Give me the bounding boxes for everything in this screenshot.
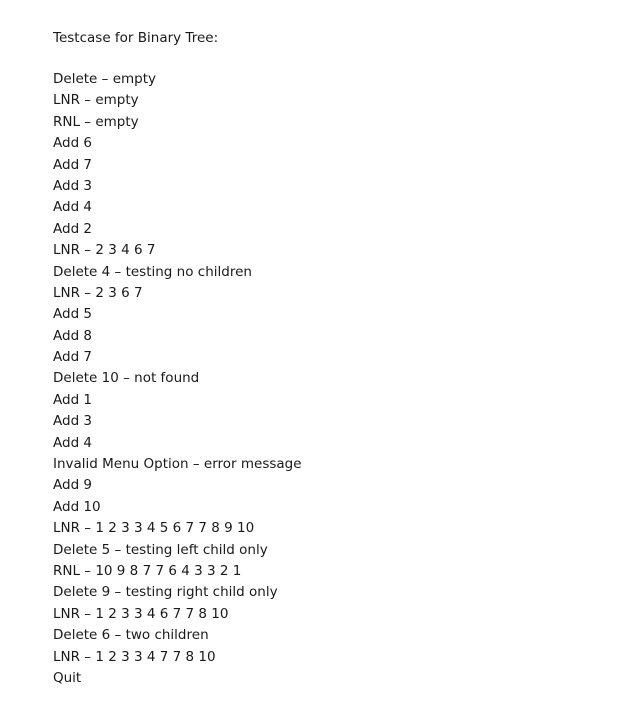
testcase-line: Add 4: [53, 434, 93, 451]
testcase-line: Delete – empty: [53, 71, 156, 87]
testcase-line: LNR – 2 3 6 7: [53, 284, 143, 301]
testcase-line: LNR – 1 2 3 3 4 6 7 7 8 10: [53, 605, 229, 622]
testcase-line: LNR – 1 2 3 3 4 5 6 7 7 8 9 10: [53, 520, 255, 537]
testcase-line: Delete 6 – two children: [53, 627, 209, 644]
testcase-line: Add 3: [53, 413, 93, 430]
testcase-line: Add 1: [53, 391, 93, 408]
testcase-line: Add 6: [53, 135, 93, 152]
testcase-line: Delete 10 – not found: [53, 370, 200, 387]
testcase-line: Add 3: [53, 177, 93, 194]
testcase-line: Delete 4 – testing no children: [53, 263, 252, 280]
testcase-line: Add 10: [53, 498, 101, 515]
document-title: Testcase for Binary Tree:: [53, 30, 219, 46]
testcase-line: Add 7: [53, 156, 93, 173]
testcase-line: Add 4: [53, 199, 93, 216]
testcase-line: LNR – 2 3 4 6 7: [53, 242, 156, 259]
testcase-line: Delete 5 – testing left child only: [53, 541, 268, 558]
testcase-line: Add 7: [53, 349, 93, 366]
testcase-line: RNL – 10 9 8 7 7 6 4 3 3 2 1: [53, 562, 242, 579]
testcase-line: RNL – empty: [53, 113, 139, 130]
testcase-line: Add 9: [53, 477, 93, 494]
testcase-line: Delete 9 – testing right child only: [53, 584, 278, 601]
testcase-line: Add 5: [53, 306, 93, 323]
testcase-line: LNR – 1 2 3 3 4 7 7 8 10: [53, 648, 216, 665]
testcase-line: Add 8: [53, 327, 93, 344]
testcase-list: [53, 69, 302, 689]
testcase-line: Invalid Menu Option – error message: [53, 456, 302, 473]
testcase-line: LNR – empty: [53, 92, 139, 109]
testcase-line: Quit: [53, 669, 82, 686]
testcase-line: Add 2: [53, 220, 93, 237]
